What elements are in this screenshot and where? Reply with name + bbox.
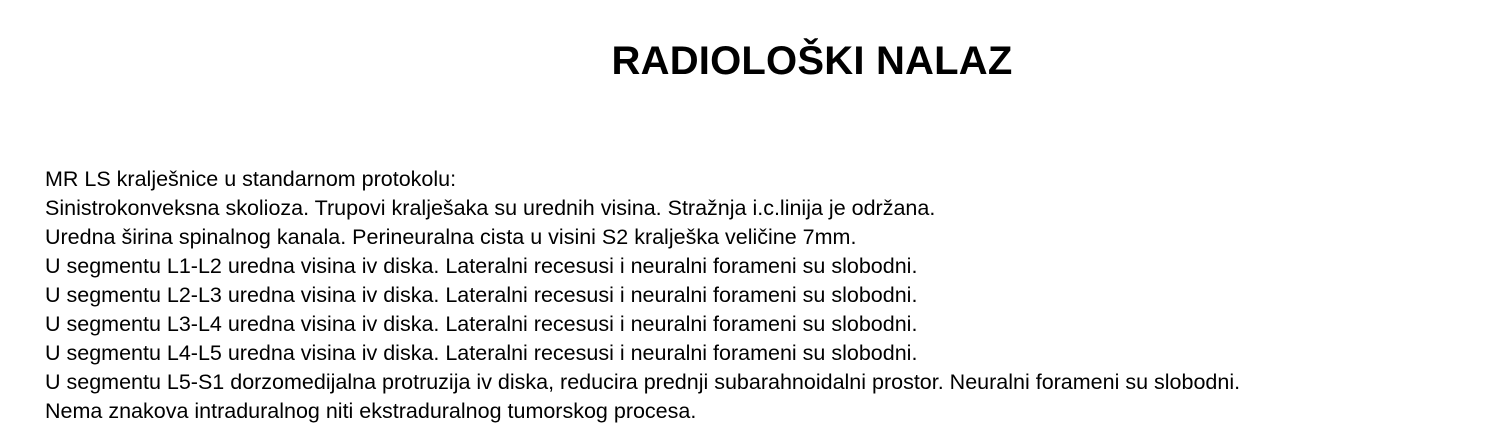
report-line-protocol: MR LS kralješnice u standarnom protokolu: — [45, 167, 457, 191]
report-line-segment-l5-s1: U segmentu L5-S1 dorzomedijalna protruzija iv diska, reducira prednji subarahnoidalni prostor. Neuralni foramenі su slobodni. — [45, 370, 1241, 394]
report-line-segment-l3-l4: U segmentu L3-L4 uredna visina iv diska. Lateralni recesusi i neuralni forameni su slobodni. — [45, 312, 918, 336]
page-title: RADIOLOŠKI NALAZ — [611, 39, 1013, 83]
report-line-tumor: Nema znakova intraduralnog niti ekstraduralnog tumorskog procesa. — [45, 399, 697, 423]
report-line-spinal-canal: Uredna širina spinalnog kanala. Perineuralna cista u visini S2 kralješka veličine 7mm. — [45, 225, 857, 249]
report-line-segment-l4-l5: U segmentu L4-L5 uredna visina iv diska. Lateralni recesusi i neuralni forameni su slobodni. — [45, 341, 918, 365]
report-line-segment-l2-l3: U segmentu L2-L3 uredna visina iv diska. Lateralni recesusi i neuralni forameni su slobodni. — [45, 283, 918, 307]
report-line-scoliosis: Sinistrokonveksna skolioza. Trupovi kralješaka su urednih visina. Stražnja i.c.linija je održana. — [45, 196, 936, 220]
report-body — [45, 165, 1485, 426]
report-line-segment-l1-l2: U segmentu L1-L2 uredna visina iv diska. Lateralni recesusi i neuralni forameni su slobodni. — [45, 254, 918, 278]
